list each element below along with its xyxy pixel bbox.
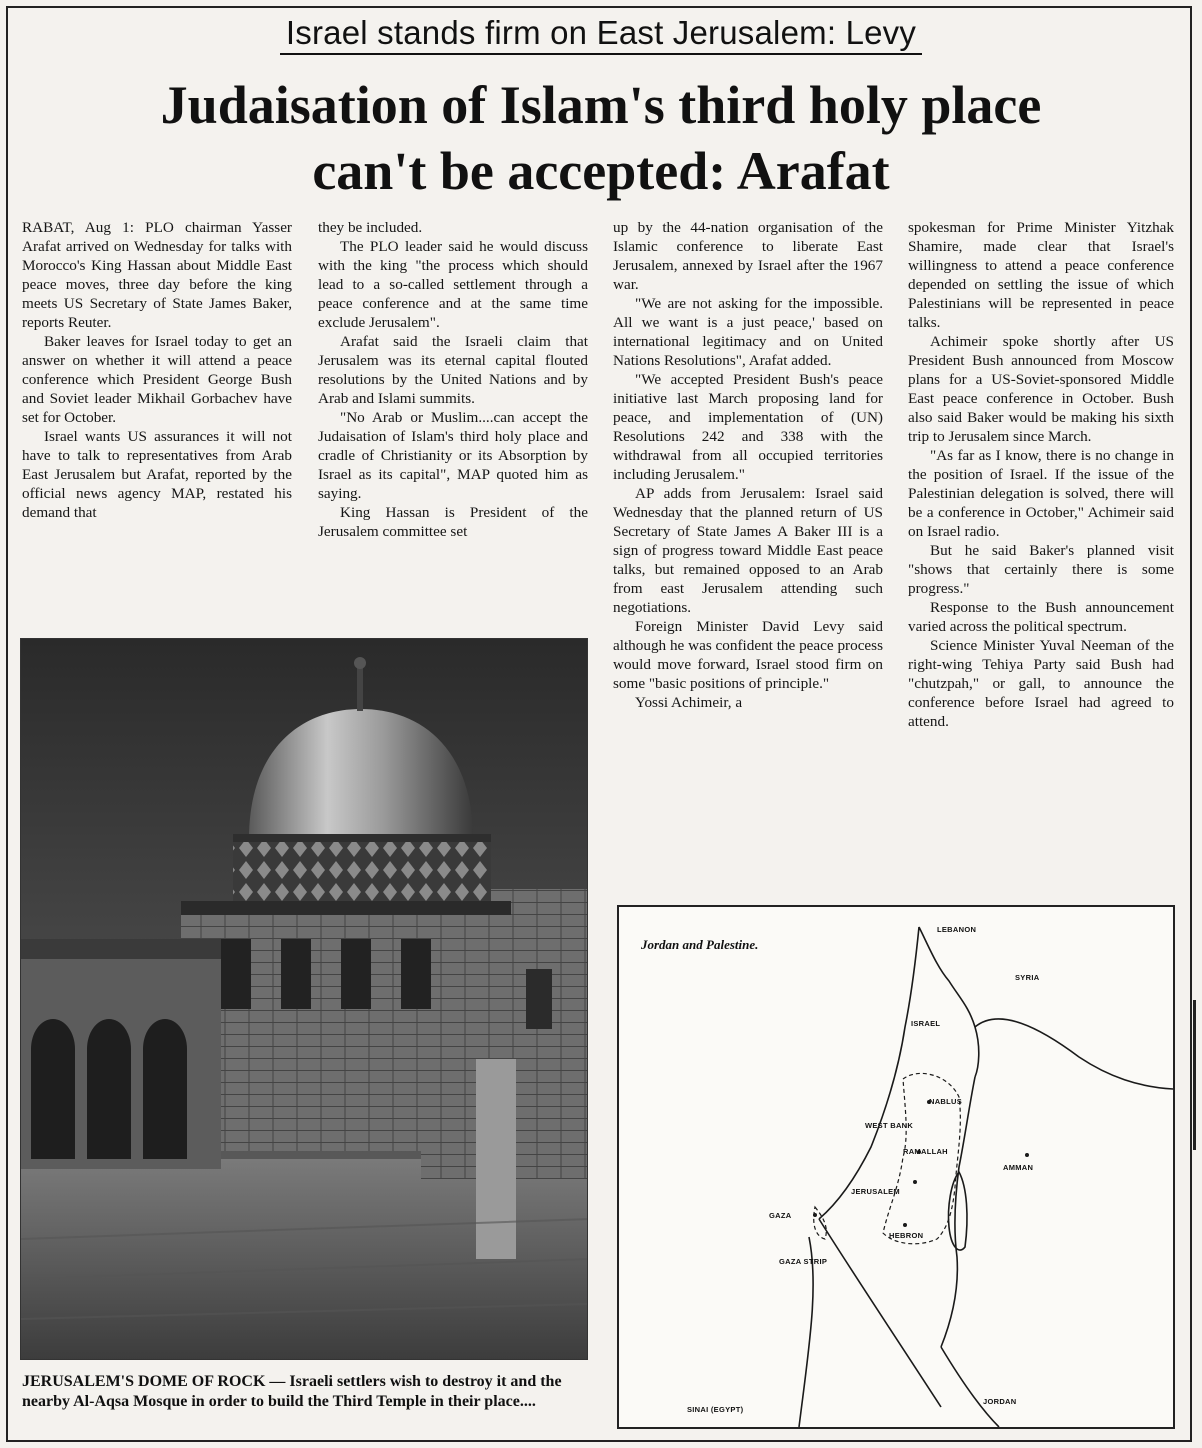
- paragraph: But he said Baker's planned visit "shows that certainly there is some progress.": [908, 542, 1174, 597]
- edge-rule: [1193, 1000, 1196, 1150]
- paragraph: spokesman for Prime Minister Yitzhak Shamire, made clear that Israel's willingness to attend a peace conference depended on settling the issue of which Palestinians will be represented in peace talks.: [908, 219, 1174, 331]
- dome-of-rock-photo: [20, 638, 588, 1360]
- map-label-nablus: NABLUS: [929, 1097, 963, 1106]
- paragraph: "As far as I know, there is no change in the position of Israel. If the issue of the Palestinian delegation is solved, there will be a conference in October," Achimeir said on Israel radio.: [908, 447, 1174, 540]
- main-headline: [0, 72, 1202, 204]
- map-title: Jordan and Palestine.: [641, 937, 759, 952]
- paragraph: King Hassan is President of the Jerusalem committee set: [318, 504, 588, 540]
- paragraph: Response to the Bush announcement varied across the political spectrum.: [908, 599, 1174, 635]
- paragraph: Arafat said the Israeli claim that Jerusalem was its eternal capital flouted resolutions by the United Nations and by Arab and Islami summits.: [318, 333, 588, 407]
- map-label-lebanon: LEBANON: [937, 925, 977, 934]
- paragraph: up by the 44-nation organisation of the Islamic conference to liberate East Jerusalem, annexed by Israel after the 1967 war.: [613, 219, 883, 293]
- map-label-syria: SYRIA: [1015, 973, 1040, 982]
- map-label-israel: ISRAEL: [911, 1019, 941, 1028]
- paragraph: RABAT, Aug 1: PLO chairman Yasser Arafat arrived on Wednesday for talks with Morocco's King Hassan about Middle East peace moves, three day before the king meets US Secretary of State James Baker, reports Reuter.: [22, 219, 292, 331]
- paragraph: "No Arab or Muslim....can accept the Judaisation of Islam's third holy place and cradle of Christianity or its Absorption by Israel as its capital", MAP quoted him as saying.: [318, 409, 588, 502]
- map-label-ramallah: RAMALLAH: [903, 1147, 948, 1156]
- jordan-palestine-map: [617, 905, 1175, 1429]
- map-label-hebron: HEBRON: [889, 1231, 924, 1240]
- headline-line-1: Judaisation of Islam's third holy place: [160, 75, 1042, 135]
- map-label-west-bank: WEST BANK: [865, 1121, 914, 1130]
- kicker-headline: Israel stands firm on East Jerusalem: Levy: [0, 14, 1202, 52]
- paragraph: "We are not asking for the impossible. All we want is a just peace,' based on international legitimacy and on United Nations Resolutions", Arafat added.: [613, 295, 883, 369]
- paragraph: Israel wants US assurances it will not have to talk to representatives from Arab East Jerusalem but Arafat, reported by the official news agency MAP, restated his demand that: [22, 428, 292, 521]
- map-label-jerusalem: JERUSALEM: [851, 1187, 900, 1196]
- paragraph: Achimeir spoke shortly after US President Bush announced from Moscow plans for a US-Soviet-sponsored Middle East peace conference in October. Bush also said Baker would be making his sixth trip to Jerusalem since March.: [908, 333, 1174, 445]
- map-label-amman: AMMAN: [1003, 1163, 1034, 1172]
- paragraph: Science Minister Yuval Neeman of the right-wing Tehiya Party said Bush had "chutzpah," or gall, to announce the conference before Israel had agreed to attend.: [908, 637, 1174, 730]
- paragraph: AP adds from Jerusalem: Israel said Wednesday that the planned return of US Secretary of State James A Baker III is a sign of progress toward Middle East peace talks, but remained opposed to an Arab from east Jerusalem attending such negotiations.: [613, 485, 883, 616]
- map-label-jordan: JORDAN: [983, 1397, 1017, 1406]
- paragraph: Baker leaves for Israel today to get an answer on whether it will attend a peace conference which President George Bush and Soviet leader Mikhail Gorbachev have set for October.: [22, 333, 292, 426]
- article-column-4: [908, 218, 1174, 731]
- paragraph: The PLO leader said he would discuss with the king "the process which should lead to a so-called settlement through a peace conference and at the same time exclude Jerusalem".: [318, 238, 588, 331]
- map-outline: [619, 907, 1173, 1427]
- article-column-2: [318, 218, 588, 541]
- article-column-1: [22, 218, 292, 522]
- map-label-gaza: GAZA: [769, 1211, 792, 1220]
- map-label-gaza-strip: GAZA STRIP: [779, 1257, 828, 1266]
- paragraph: they be included.: [318, 219, 423, 236]
- headline-line-2: can't be accepted: Arafat: [312, 141, 890, 201]
- paragraph: Yossi Achimeir, a: [635, 694, 743, 711]
- paragraph: Foreign Minister David Levy said although he was confident the peace process would move forward, Israel stood firm on some "basic positions of principle.": [613, 618, 883, 692]
- photo-caption: JERUSALEM'S DOME OF ROCK — Israeli settlers wish to destroy it and the nearby Al-Aqsa Mosque in order to build the Third Temple in their place....: [22, 1373, 562, 1410]
- article-column-3: [613, 218, 883, 712]
- map-label-sinai: SINAI (EGYPT): [687, 1405, 744, 1414]
- paragraph: "We accepted President Bush's peace initiative last March proposing land for peace, and implementation of (UN) Resolutions 242 and 338 with the withdrawal from all occupied territories including Jerusalem.": [613, 371, 883, 483]
